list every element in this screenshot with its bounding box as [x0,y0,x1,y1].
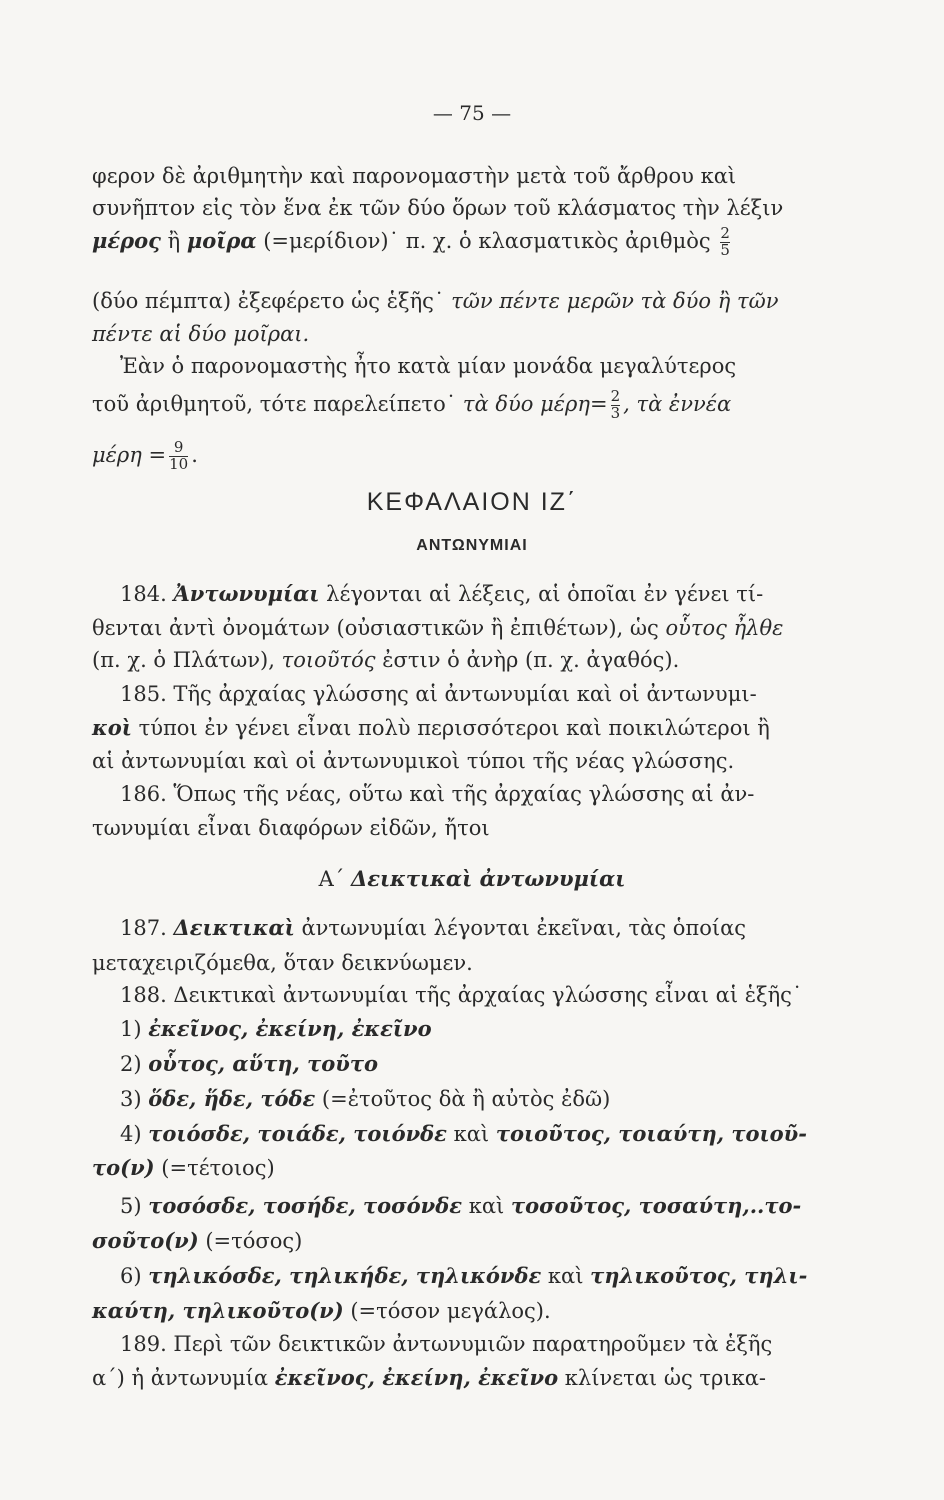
list-item: 3) ὅδε, ἥδε, τόδε (=ἐτοῦτος δὰ ἢ αὐτὸς ἐδῶ) [120,1086,611,1111]
text-line: 186. Ὅπως τῆς νέας, οὕτω καὶ τῆς ἀρχαίας γλώσσης αἱ ἀν- [120,782,755,806]
text-line: κοὶ τύποι ἐν γένει εἶναι πολὺ περισσότεροι καὶ ποικιλώτεροι ἢ [92,715,770,740]
text-line: συνῆπτον εἰς τὸν ἕνα ἐκ τῶν δύο ὅρων τοῦ κλάσματος τὴν λέξιν [92,196,784,220]
text-line: θενται ἀντὶ ὀνομάτων (οὐσιαστικῶν ἢ ἐπιθέτων), ὡς οὗτος ἦλθε [92,616,784,640]
fraction: $\frac{9}{10}$ [169,438,189,473]
text-line: σοῦτο(ν) (=τόσος) [92,1228,303,1253]
text-line: 184. Ἀντωνυμίαι λέγονται αἱ λέξεις, αἱ ὁποῖαι ἐν γένει τί- [120,581,764,606]
list-item: 2) οὗτος, αὕτη, τοῦτο [120,1051,378,1076]
chapter-subtitle: ΑΝΤΩΝΥΜΙΑΙ [416,537,528,554]
list-item: 4) τοιόσδε, τοιάδε, τοιόνδε καὶ τοιοῦτος, τοιαύτη, τοιοῦ- [120,1121,807,1146]
text-line: (π. χ. ὁ Πλάτων), τοιοῦτός ἐστιν ὁ ἀνὴρ (π. χ. ἀγαθός). [92,648,680,672]
fraction: $\frac{2}{3}$ [610,387,621,422]
text-line: τοῦ ἀριθμητοῦ, τότε παρελείπετο˙ τὰ δύο μέρη= $\frac{2}{3}$ , τὰ ἐννέα [92,387,732,422]
text-line: τωνυμίαι εἶναι διαφόρων εἰδῶν, ἤτοι [92,816,490,840]
text-line: 189. Περὶ τῶν δεικτικῶν ἀντωνυμιῶν παρατηροῦμεν τὰ ἑξῆς [120,1332,773,1356]
fraction: $\frac{2}{5}$ [720,224,730,259]
list-item: 5) τοσόσδε, τοσήδε, τοσόνδε καὶ τοσοῦτος, τοσαύτη,..το- [120,1193,802,1218]
text-line: α΄) ἡ ἀντωνυμία ἐκεῖνος, ἐκείνη, ἐκεῖνο κλίνεται ὡς τρικα- [92,1365,766,1390]
section-subheading: Α΄ Δεικτικαὶ ἀντωνυμίαι [318,866,626,891]
chapter-title: ΚΕΦΑΛΑΙΟΝ ΙΖ΄ [366,488,578,516]
list-item: 1) ἐκεῖνος, ἐκείνη, ἐκεῖνο [120,1016,432,1041]
text-line: 188. Δεικτικαὶ ἀντωνυμίαι τῆς ἀρχαίας γλώσσης εἶναι αἱ ἑξῆς˙ [120,983,803,1007]
text-line: (δύο πέμπτα) ἐξεφέρετο ὡς ἑξῆς˙ τῶν πέντε μερῶν τὰ δύο ἢ τῶν [92,289,779,313]
text-line: μέρη = $\frac{9}{10}$ . [92,438,198,473]
text-line: 185. Τῆς ἀρχαίας γλώσσης αἱ ἀντωνυμίαι καὶ οἱ ἀντωνυμι- [120,682,757,706]
text-line: φερον δὲ ἀριθμητὴν καὶ παρονομαστὴν μετὰ τοῦ ἄρθρου καὶ [92,164,737,188]
text-line: καύτη, τηλικοῦτο(ν) (=τόσον μεγάλος). [92,1298,551,1323]
text-line: 187. Δεικτικαὶ ἀντωνυμίαι λέγονται ἐκεῖναι, τὰς ὁποίας [120,915,747,940]
text-line: αἱ ἀντωνυμίαι καὶ οἱ ἀντωνυμικοὶ τύποι τῆς νέας γλώσσης. [92,749,735,773]
text-line: Ἐὰν ὁ παρονομαστὴς ἦτο κατὰ μίαν μονάδα μεγαλύτερος [120,354,737,378]
text-line: μέρος ἢ μοῖρα (=μερίδιον)˙ π. χ. ὁ κλασματικὸς ἀριθμὸς $\frac{2}{5}$ [92,224,730,259]
list-item: 6) τηλικόσδε, τηλικήδε, τηλικόνδε καὶ τηλικοῦτος, τηλι- [120,1263,808,1288]
text-line: το(ν) (=τέτοιος) [92,1155,275,1180]
text-line: πέντε αἱ δύο μοῖραι. [92,322,310,346]
text-line: μεταχειριζόμεθα, ὅταν δεικνύωμεν. [92,951,473,975]
page-number: — 75 — [432,101,512,125]
